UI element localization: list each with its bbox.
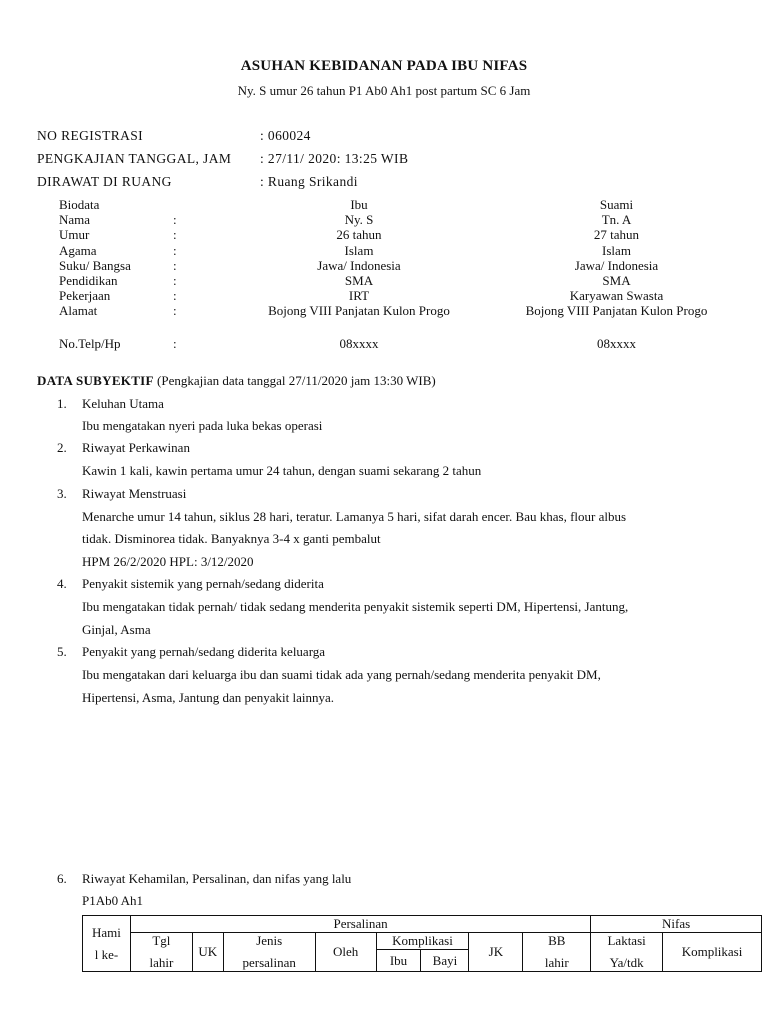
document-title: ASUHAN KEBIDANAN PADA IBU NIFAS (240, 58, 528, 74)
hamil-ke-line2: l ke- (94, 946, 119, 962)
biodata-ibu-value: Jawa/ Indonesia (317, 258, 401, 273)
tgl-lahir-line2: lahir (149, 955, 174, 970)
biodata-colon: : (173, 303, 177, 318)
laktasi-header (591, 933, 663, 972)
biodata-ibu-value: 08xxxx (339, 336, 379, 351)
biodata-row-suku (59, 258, 739, 273)
item-number: 5. (57, 644, 67, 659)
komplikasi-bayi-header: Bayi (421, 950, 469, 972)
komplikasi-header: Komplikasi (376, 933, 469, 950)
jk-header: JK (469, 933, 523, 972)
biodata-suami-value: SMA (602, 273, 631, 288)
hamil-ke-line1: Hami (92, 924, 121, 940)
biodata-label: Umur (59, 227, 90, 242)
subjective-heading-note: (Pengkajian data tanggal 27/11/2020 jam 13:30 WIB) (153, 373, 436, 388)
biodata-label: No.Telp/Hp (59, 336, 121, 351)
biodata-ibu-value: 26 tahun (336, 227, 382, 242)
biodata-suami-value: 08xxxx (597, 336, 636, 351)
jenis-persalinan-line1: Jenis (256, 933, 283, 948)
biodata-label: Pekerjaan (59, 288, 111, 303)
biodata-row-pendidikan (59, 273, 739, 288)
item-title: Riwayat Perkawinan (82, 440, 190, 455)
assessment-date-value: : 27/11/ 2020: 13:25 WIB (260, 151, 409, 166)
item-title: Penyakit sistemik yang pernah/sedang diderita (82, 576, 324, 591)
item-number: 3. (57, 486, 67, 501)
item-text: Ibu mengatakan dari keluarga ibu dan suami tidak ada yang pernah/sedang menderita penyakit DM, (82, 667, 601, 682)
biodata-ibu-value: IRT (348, 288, 370, 303)
item-text: Ginjal, Asma (82, 622, 151, 637)
ward-value: : Ruang Srikandi (260, 174, 358, 189)
biodata-row-agama (59, 243, 739, 258)
persalinan-header: Persalinan (130, 916, 590, 933)
biodata-suami-value: Islam (602, 243, 631, 258)
bb-lahir-line1: BB (548, 933, 566, 948)
item-text: tidak. Disminorea tidak. Banyaknya 3-4 x ganti pembalut (82, 531, 381, 546)
registration-number-label: NO REGISTRASI (37, 128, 144, 143)
document-subtitle: Ny. S umur 26 tahun P1 Ab0 Ah1 post partum SC 6 Jam (237, 83, 531, 98)
biodata-label: Agama (59, 243, 97, 258)
biodata-ibu-value: Islam (344, 243, 374, 258)
assessment-date-label: PENGKAJIAN TANGGAL, JAM (37, 151, 232, 166)
item-text: Ibu mengatakan tidak pernah/ tidak sedang menderita penyakit sistemik seperti DM, Hipertensi, Jantung, (82, 599, 629, 614)
tgl-lahir-line1: Tgl (152, 933, 171, 948)
item-title: Keluhan Utama (82, 396, 164, 411)
item-text: Hipertensi, Asma, Jantung dan penyakit lainnya. (82, 690, 335, 705)
item-text: Kawin 1 kali, kawin pertama umur 24 tahun, dengan suami sekarang 2 tahun (82, 463, 482, 478)
item-text: P1Ab0 Ah1 (82, 893, 144, 908)
biodata-label: Pendidikan (59, 273, 118, 288)
biodata-heading: Biodata (59, 197, 100, 212)
bb-lahir-line2: lahir (544, 955, 569, 970)
subjective-heading-bold: DATA SUBYEKTIF (37, 373, 154, 388)
biodata-row-telp (59, 336, 739, 351)
biodata-ibu-value: Ny. S (344, 212, 374, 227)
biodata-suami-value: Tn. A (601, 212, 632, 227)
nifas-komplikasi-header: Komplikasi (663, 933, 762, 972)
biodata-ibu-heading: Ibu (350, 197, 368, 212)
tgl-lahir-header (130, 933, 192, 972)
item-text: Menarche umur 14 tahun, siklus 28 hari, teratur. Lamanya 5 hari, sifat darah encer. Bau khas, flour albus (82, 509, 627, 524)
biodata-colon: : (173, 258, 177, 273)
jenis-persalinan-header (223, 933, 315, 972)
biodata-label: Alamat (59, 303, 98, 318)
biodata-colon: : (173, 288, 177, 303)
biodata-colon: : (173, 212, 177, 227)
hamil-ke-header (83, 916, 131, 972)
laktasi-line2: Ya/tdk (609, 955, 644, 970)
biodata-ibu-value: Bojong VIII Panjatan Kulon Progo (268, 303, 450, 318)
item-title: Riwayat Kehamilan, Persalinan, dan nifas yang lalu (82, 871, 352, 886)
item-number: 6. (57, 871, 67, 886)
item-number: 4. (57, 576, 67, 591)
biodata-suami-value: Bojong VIII Panjatan Kulon Progo (525, 303, 708, 318)
biodata-row-alamat (59, 303, 739, 318)
item-text: Ibu mengatakan nyeri pada luka bekas operasi (82, 418, 323, 433)
laktasi-line1: Laktasi (607, 933, 646, 948)
biodata-heading-row (59, 197, 739, 212)
biodata-suami-value: Jawa/ Indonesia (574, 258, 659, 273)
pregnancy-history-table (82, 915, 762, 972)
bb-lahir-header (523, 933, 591, 972)
biodata-row-pekerjaan (59, 288, 739, 303)
item-title: Riwayat Menstruasi (82, 486, 187, 501)
biodata-colon: : (173, 273, 177, 288)
nifas-header: Nifas (591, 916, 762, 933)
biodata-colon: : (173, 227, 177, 242)
ward-label: DIRAWAT DI RUANG (37, 174, 172, 189)
uk-header: UK (192, 933, 223, 972)
biodata-suami-heading: Suami (599, 197, 634, 212)
item-number: 2. (57, 440, 67, 455)
biodata-ibu-value: SMA (344, 273, 374, 288)
biodata-row-umur (59, 227, 739, 242)
jenis-persalinan-line2: persalinan (242, 955, 296, 970)
biodata-colon: : (173, 336, 177, 351)
oleh-header: Oleh (315, 933, 376, 972)
biodata-suami-value: 27 tahun (593, 227, 640, 242)
item-text: HPM 26/2/2020 HPL: 3/12/2020 (82, 554, 254, 569)
komplikasi-ibu-header: Ibu (376, 950, 421, 972)
biodata-label: Nama (59, 212, 91, 227)
biodata-label: Suku/ Bangsa (59, 258, 131, 273)
biodata-suami-value: Karyawan Swasta (569, 288, 664, 303)
registration-number-value: : 060024 (260, 128, 311, 143)
biodata-row-nama (59, 212, 739, 227)
item-title: Penyakit yang pernah/sedang diderita keluarga (82, 644, 326, 659)
biodata-colon: : (173, 243, 177, 258)
subjective-heading (37, 373, 436, 389)
item-number: 1. (57, 396, 67, 411)
